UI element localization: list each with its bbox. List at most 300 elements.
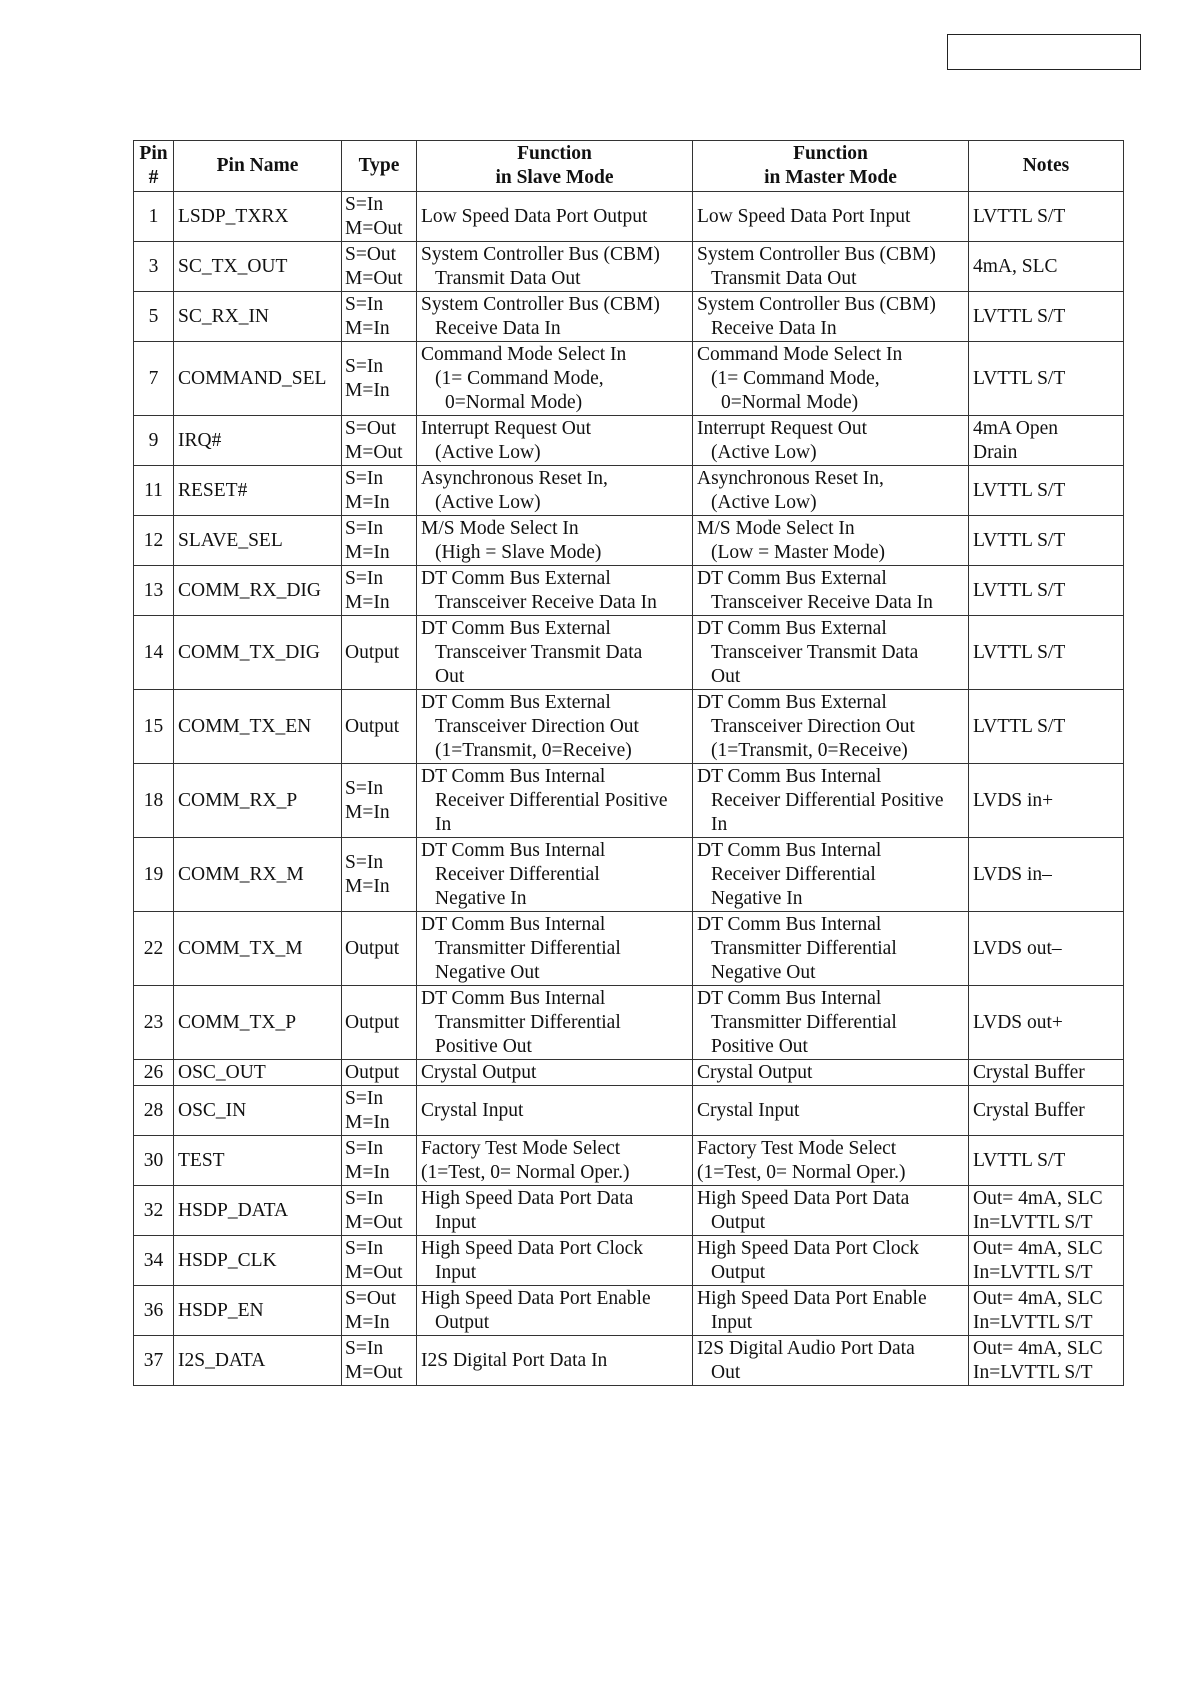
slave-line: Receiver Differential Positive	[435, 789, 668, 811]
master-line: High Speed Data Port Data	[697, 1187, 910, 1209]
master-line: Crystal Input	[697, 1099, 800, 1121]
slave-line: In	[435, 813, 452, 835]
notes-cell	[969, 1086, 1124, 1136]
table-row	[134, 292, 1124, 342]
notes-line: In=LVTTL S/T	[973, 1211, 1093, 1233]
pin-type-cell	[342, 690, 417, 764]
type-line: M=Out	[345, 1261, 403, 1283]
type-line: M=Out	[345, 1211, 403, 1233]
pin-type-cell	[342, 986, 417, 1060]
notes-cell	[969, 1060, 1124, 1086]
pin-type-cell	[342, 616, 417, 690]
pin-number-cell: 15	[134, 690, 174, 764]
notes-line: Crystal Buffer	[973, 1099, 1085, 1121]
type-line: S=In	[345, 567, 384, 589]
table-row	[134, 986, 1124, 1060]
slave-function-cell	[417, 764, 693, 838]
table-row	[134, 1136, 1124, 1186]
slave-line: Crystal Input	[421, 1099, 524, 1121]
master-line: Input	[711, 1311, 753, 1333]
slave-line: 0=Normal Mode)	[445, 391, 583, 413]
slave-function-cell	[417, 192, 693, 242]
master-function-cell	[693, 912, 969, 986]
notes-line: LVDS out+	[973, 1011, 1063, 1033]
slave-line: Input	[435, 1261, 477, 1283]
notes-line: In=LVTTL S/T	[973, 1311, 1093, 1333]
type-line: S=In	[345, 1237, 384, 1259]
master-line: DT Comm Bus Internal	[697, 913, 882, 935]
header-slave-line-2: in Slave Mode	[495, 167, 614, 188]
table-row	[134, 912, 1124, 986]
pin-name-cell: COMM_TX_DIG	[174, 616, 342, 690]
notes-line: 4mA, SLC	[973, 255, 1058, 277]
pin-name-cell: OSC_OUT	[174, 1060, 342, 1086]
table-body	[134, 192, 1124, 1386]
slave-line: Receiver Differential	[435, 863, 600, 885]
pin-type-cell	[342, 1336, 417, 1386]
notes-cell	[969, 838, 1124, 912]
type-line: Output	[345, 937, 400, 959]
pin-type-cell	[342, 838, 417, 912]
master-line: (Active Low)	[711, 491, 817, 513]
master-function-cell	[693, 1086, 969, 1136]
notes-cell	[969, 986, 1124, 1060]
pin-number-cell: 3	[134, 242, 174, 292]
pin-name-cell: SLAVE_SEL	[174, 516, 342, 566]
pin-name-cell: SC_TX_OUT	[174, 242, 342, 292]
master-line: Receiver Differential	[711, 863, 876, 885]
master-function-cell	[693, 1336, 969, 1386]
type-line: M=In	[345, 1161, 390, 1183]
master-function-cell	[693, 1136, 969, 1186]
slave-line: (1=Transmit, 0=Receive)	[435, 739, 632, 761]
slave-line: System Controller Bus (CBM)	[421, 293, 660, 315]
table-row	[134, 1086, 1124, 1136]
notes-line: Out= 4mA, SLC	[973, 1337, 1103, 1359]
notes-line: Out= 4mA, SLC	[973, 1287, 1103, 1309]
pin-name-cell: OSC_IN	[174, 1086, 342, 1136]
header-master-line-1: Function	[793, 143, 868, 164]
header-pin-line-2: #	[148, 167, 159, 188]
header-pin-line-1: Pin	[139, 143, 168, 164]
type-line: M=In	[345, 317, 390, 339]
master-function-cell	[693, 516, 969, 566]
header-pin-number	[134, 141, 174, 192]
pin-type-cell	[342, 242, 417, 292]
pin-type-cell	[342, 292, 417, 342]
header-master-line-2: in Master Mode	[764, 167, 897, 188]
master-function-cell	[693, 838, 969, 912]
type-line: S=In	[345, 355, 384, 377]
master-line: Transmit Data Out	[711, 267, 857, 289]
pin-type-cell	[342, 1286, 417, 1336]
header-type: Type	[342, 141, 417, 192]
slave-function-cell	[417, 1136, 693, 1186]
pin-type-cell	[342, 342, 417, 416]
notes-line: LVTTL S/T	[973, 1149, 1066, 1171]
slave-line: Positive Out	[435, 1035, 532, 1057]
slave-line: Receive Data In	[435, 317, 561, 339]
notes-line: LVDS in+	[973, 789, 1054, 811]
pin-name-cell: LSDP_TXRX	[174, 192, 342, 242]
master-function-cell	[693, 342, 969, 416]
pin-name-cell: RESET#	[174, 466, 342, 516]
notes-cell	[969, 616, 1124, 690]
pin-type-cell	[342, 466, 417, 516]
slave-line: (1= Command Mode,	[435, 367, 604, 389]
slave-line: I2S Digital Port Data In	[421, 1349, 608, 1371]
slave-line: High Speed Data Port Data	[421, 1187, 634, 1209]
slave-line: DT Comm Bus External	[421, 691, 611, 713]
notes-cell	[969, 690, 1124, 764]
pin-name-cell: COMMAND_SEL	[174, 342, 342, 416]
pin-type-cell	[342, 1186, 417, 1236]
table-row	[134, 1336, 1124, 1386]
master-line: (Low = Master Mode)	[711, 541, 885, 563]
notes-cell	[969, 292, 1124, 342]
notes-line: LVTTL S/T	[973, 205, 1066, 227]
table-row	[134, 466, 1124, 516]
master-line: Negative Out	[711, 961, 816, 983]
table-row	[134, 342, 1124, 416]
notes-line: Drain	[973, 441, 1018, 463]
table-header-row	[134, 141, 1124, 192]
table-row	[134, 1186, 1124, 1236]
master-line: Receiver Differential Positive	[711, 789, 944, 811]
pin-name-cell: SC_RX_IN	[174, 292, 342, 342]
master-line: Interrupt Request Out	[697, 417, 868, 439]
slave-function-cell	[417, 1086, 693, 1136]
slave-function-cell	[417, 342, 693, 416]
master-function-cell	[693, 192, 969, 242]
notes-cell	[969, 242, 1124, 292]
master-line: Factory Test Mode Select	[697, 1137, 897, 1159]
slave-function-cell	[417, 1186, 693, 1236]
pin-number-cell: 22	[134, 912, 174, 986]
type-line: M=In	[345, 591, 390, 613]
slave-line: High Speed Data Port Clock	[421, 1237, 644, 1259]
slave-line: Asynchronous Reset In,	[421, 467, 608, 489]
table-row	[134, 838, 1124, 912]
master-line: I2S Digital Audio Port Data	[697, 1337, 915, 1359]
pin-number-cell: 32	[134, 1186, 174, 1236]
notes-line: LVDS out–	[973, 937, 1062, 959]
type-line: S=In	[345, 517, 384, 539]
pin-type-cell	[342, 1086, 417, 1136]
master-line: (1=Transmit, 0=Receive)	[711, 739, 908, 761]
pin-number-cell: 7	[134, 342, 174, 416]
master-function-cell	[693, 466, 969, 516]
type-line: S=Out	[345, 417, 397, 439]
pin-number-cell: 28	[134, 1086, 174, 1136]
master-line: DT Comm Bus External	[697, 567, 887, 589]
notes-line: LVTTL S/T	[973, 641, 1066, 663]
notes-line: LVTTL S/T	[973, 715, 1066, 737]
pin-number-cell: 37	[134, 1336, 174, 1386]
slave-line: DT Comm Bus External	[421, 567, 611, 589]
pin-number-cell: 14	[134, 616, 174, 690]
type-line: S=Out	[345, 1287, 397, 1309]
notes-line: 4mA Open	[973, 417, 1059, 439]
type-line: M=In	[345, 491, 390, 513]
notes-cell	[969, 1236, 1124, 1286]
slave-line: DT Comm Bus Internal	[421, 987, 606, 1009]
notes-cell	[969, 1186, 1124, 1236]
master-line: Transceiver Transmit Data	[711, 641, 919, 663]
pin-number-cell: 36	[134, 1286, 174, 1336]
master-line: Low Speed Data Port Input	[697, 205, 911, 227]
pin-type-cell	[342, 1236, 417, 1286]
pin-name-cell: COMM_RX_P	[174, 764, 342, 838]
pin-type-cell	[342, 912, 417, 986]
type-line: M=Out	[345, 1361, 403, 1383]
slave-line: M/S Mode Select In	[421, 517, 579, 539]
master-line: In	[711, 813, 728, 835]
type-line: S=In	[345, 1137, 384, 1159]
slave-line: Transmitter Differential	[435, 1011, 621, 1033]
table-row	[134, 764, 1124, 838]
master-line: Out	[711, 1361, 741, 1383]
table-row	[134, 416, 1124, 466]
slave-line: Crystal Output	[421, 1061, 537, 1083]
pin-name-cell: COMM_TX_M	[174, 912, 342, 986]
slave-function-cell	[417, 986, 693, 1060]
slave-function-cell	[417, 1236, 693, 1286]
master-line: (Active Low)	[711, 441, 817, 463]
notes-line: Out= 4mA, SLC	[973, 1187, 1103, 1209]
notes-cell	[969, 342, 1124, 416]
slave-line: Negative Out	[435, 961, 540, 983]
pin-number-cell: 18	[134, 764, 174, 838]
notes-line: Out= 4mA, SLC	[973, 1237, 1103, 1259]
pin-name-cell: IRQ#	[174, 416, 342, 466]
notes-cell	[969, 516, 1124, 566]
pin-type-cell	[342, 1136, 417, 1186]
table-row	[134, 690, 1124, 764]
slave-line: System Controller Bus (CBM)	[421, 243, 660, 265]
pin-number-cell: 12	[134, 516, 174, 566]
type-line: S=In	[345, 1087, 384, 1109]
type-line: M=In	[345, 541, 390, 563]
master-line: DT Comm Bus Internal	[697, 839, 882, 861]
master-function-cell	[693, 416, 969, 466]
type-line: S=In	[345, 467, 384, 489]
notes-cell	[969, 466, 1124, 516]
slave-function-cell	[417, 566, 693, 616]
master-line: High Speed Data Port Enable	[697, 1287, 927, 1309]
notes-line: In=LVTTL S/T	[973, 1361, 1093, 1383]
pin-number-cell: 30	[134, 1136, 174, 1186]
table-row	[134, 616, 1124, 690]
type-line: Output	[345, 1061, 400, 1083]
slave-line: DT Comm Bus Internal	[421, 839, 606, 861]
master-line: Out	[711, 665, 741, 687]
pin-type-cell	[342, 764, 417, 838]
type-line: M=In	[345, 875, 390, 897]
type-line: M=In	[345, 379, 390, 401]
type-line: S=Out	[345, 243, 397, 265]
notes-cell	[969, 1336, 1124, 1386]
type-line: M=In	[345, 1111, 390, 1133]
master-function-cell	[693, 1060, 969, 1086]
master-line: Crystal Output	[697, 1061, 813, 1083]
slave-line: Transceiver Transmit Data	[435, 641, 643, 663]
slave-line: DT Comm Bus External	[421, 617, 611, 639]
notes-line: LVTTL S/T	[973, 529, 1066, 551]
master-line: DT Comm Bus External	[697, 617, 887, 639]
master-line: Output	[711, 1211, 766, 1233]
pin-name-cell: TEST	[174, 1136, 342, 1186]
notes-cell	[969, 1286, 1124, 1336]
pin-number-cell: 23	[134, 986, 174, 1060]
master-line: Transceiver Direction Out	[711, 715, 915, 737]
slave-function-cell	[417, 1286, 693, 1336]
slave-function-cell	[417, 292, 693, 342]
table-row	[134, 1286, 1124, 1336]
slave-function-cell	[417, 690, 693, 764]
pin-number-cell: 9	[134, 416, 174, 466]
slave-line: DT Comm Bus Internal	[421, 913, 606, 935]
slave-line: Transceiver Receive Data In	[435, 591, 657, 613]
slave-line: (Active Low)	[435, 491, 541, 513]
table-row	[134, 1060, 1124, 1086]
master-function-cell	[693, 1186, 969, 1236]
master-line: DT Comm Bus Internal	[697, 765, 882, 787]
master-line: Command Mode Select In	[697, 343, 903, 365]
notes-line: In=LVTTL S/T	[973, 1261, 1093, 1283]
slave-line: (Active Low)	[435, 441, 541, 463]
type-line: M=Out	[345, 267, 403, 289]
master-line: Output	[711, 1261, 766, 1283]
pin-name-cell: COMM_RX_DIG	[174, 566, 342, 616]
notes-line: LVTTL S/T	[973, 305, 1066, 327]
master-line: System Controller Bus (CBM)	[697, 293, 936, 315]
notes-line: LVTTL S/T	[973, 367, 1066, 389]
table-row	[134, 566, 1124, 616]
pin-number-cell: 19	[134, 838, 174, 912]
slave-function-cell	[417, 912, 693, 986]
slave-line: Transceiver Direction Out	[435, 715, 639, 737]
master-function-cell	[693, 986, 969, 1060]
pin-name-cell: COMM_RX_M	[174, 838, 342, 912]
slave-function-cell	[417, 838, 693, 912]
slave-line: (High = Slave Mode)	[435, 541, 602, 563]
slave-function-cell	[417, 516, 693, 566]
type-line: M=Out	[345, 217, 403, 239]
header-notes: Notes	[969, 141, 1124, 192]
type-line: S=In	[345, 1187, 384, 1209]
notes-line: LVDS in–	[973, 863, 1052, 885]
notes-cell	[969, 1136, 1124, 1186]
slave-line: Out	[435, 665, 465, 687]
pin-number-cell: 1	[134, 192, 174, 242]
slave-line: Input	[435, 1211, 477, 1233]
table-row	[134, 192, 1124, 242]
slave-line: (1=Test, 0= Normal Oper.)	[421, 1161, 630, 1183]
slave-line: Negative In	[435, 887, 527, 909]
slave-function-cell	[417, 466, 693, 516]
slave-line: DT Comm Bus Internal	[421, 765, 606, 787]
table-row	[134, 242, 1124, 292]
pin-type-cell	[342, 416, 417, 466]
pin-name-cell: HSDP_EN	[174, 1286, 342, 1336]
header-reference-box	[947, 34, 1141, 70]
master-function-cell	[693, 242, 969, 292]
slave-function-cell	[417, 1336, 693, 1386]
master-line: 0=Normal Mode)	[721, 391, 859, 413]
slave-line: Low Speed Data Port Output	[421, 205, 648, 227]
table-row	[134, 516, 1124, 566]
master-line: System Controller Bus (CBM)	[697, 243, 936, 265]
pin-name-cell: HSDP_DATA	[174, 1186, 342, 1236]
type-line: M=In	[345, 1311, 390, 1333]
master-function-cell	[693, 1236, 969, 1286]
master-function-cell	[693, 764, 969, 838]
master-line: Asynchronous Reset In,	[697, 467, 884, 489]
notes-cell	[969, 192, 1124, 242]
master-line: High Speed Data Port Clock	[697, 1237, 920, 1259]
type-line: S=In	[345, 293, 384, 315]
notes-cell	[969, 416, 1124, 466]
slave-function-cell	[417, 242, 693, 292]
slave-line: Transmitter Differential	[435, 937, 621, 959]
header-pin-name: Pin Name	[174, 141, 342, 192]
pin-type-cell	[342, 566, 417, 616]
pin-name-cell: COMM_TX_EN	[174, 690, 342, 764]
type-line: Output	[345, 1011, 400, 1033]
master-function-cell	[693, 616, 969, 690]
notes-line: LVTTL S/T	[973, 579, 1066, 601]
master-line: M/S Mode Select In	[697, 517, 855, 539]
notes-cell	[969, 764, 1124, 838]
notes-line: Crystal Buffer	[973, 1061, 1085, 1083]
pin-assignment-table	[133, 140, 1124, 1386]
notes-cell	[969, 912, 1124, 986]
header-slave-line-1: Function	[517, 143, 592, 164]
slave-line: High Speed Data Port Enable	[421, 1287, 651, 1309]
master-line: DT Comm Bus Internal	[697, 987, 882, 1009]
slave-line: Factory Test Mode Select	[421, 1137, 621, 1159]
master-function-cell	[693, 566, 969, 616]
header-slave-function	[417, 141, 693, 192]
pin-number-cell: 34	[134, 1236, 174, 1286]
slave-line: Command Mode Select In	[421, 343, 627, 365]
notes-line: LVTTL S/T	[973, 479, 1066, 501]
master-line: Transmitter Differential	[711, 1011, 897, 1033]
pin-type-cell	[342, 516, 417, 566]
type-line: S=In	[345, 777, 384, 799]
pin-name-cell: HSDP_CLK	[174, 1236, 342, 1286]
pin-name-cell: I2S_DATA	[174, 1336, 342, 1386]
type-line: Output	[345, 715, 400, 737]
pin-type-cell	[342, 192, 417, 242]
slave-line: Output	[435, 1311, 490, 1333]
master-line: DT Comm Bus External	[697, 691, 887, 713]
slave-line: Transmit Data Out	[435, 267, 581, 289]
pin-number-cell: 5	[134, 292, 174, 342]
type-line: M=In	[345, 801, 390, 823]
master-line: Positive Out	[711, 1035, 808, 1057]
slave-function-cell	[417, 416, 693, 466]
master-function-cell	[693, 1286, 969, 1336]
type-line: S=In	[345, 193, 384, 215]
type-line: S=In	[345, 1337, 384, 1359]
type-line: M=Out	[345, 441, 403, 463]
slave-function-cell	[417, 1060, 693, 1086]
slave-function-cell	[417, 616, 693, 690]
notes-cell	[969, 566, 1124, 616]
master-line: (1=Test, 0= Normal Oper.)	[697, 1161, 906, 1183]
